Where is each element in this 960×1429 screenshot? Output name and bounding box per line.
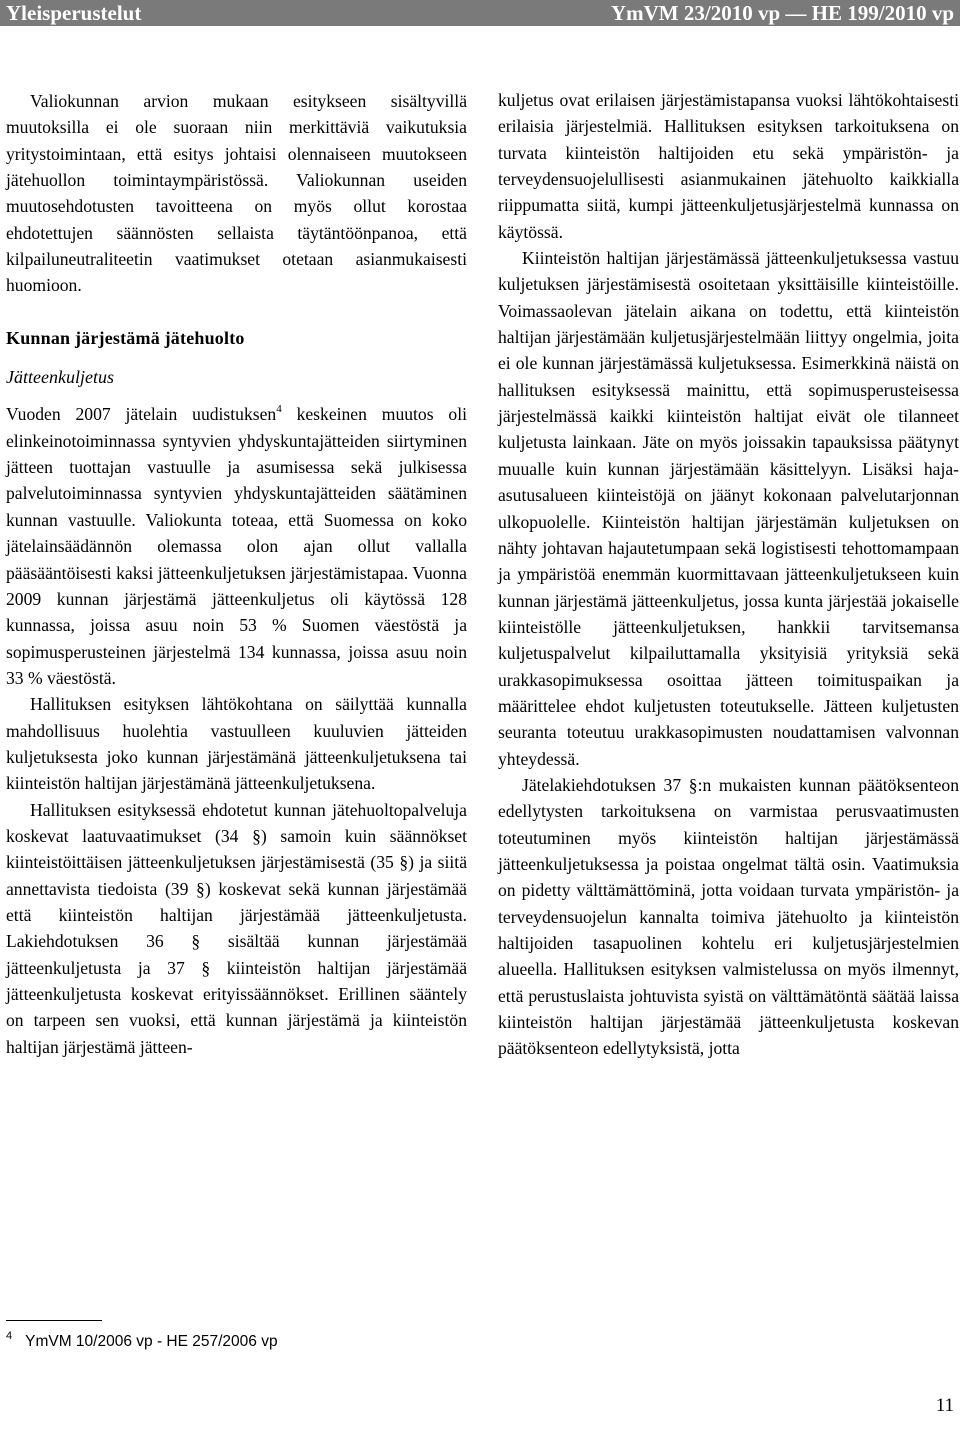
paragraph	[6, 401, 467, 691]
paragraph-start: Vuoden 2007 jätelain uudistuksen	[6, 404, 277, 425]
paragraph: Kiinteistön haltijan järjestämässä jätteenkuljetuksessa vastuu kuljetuksen järjestämisestä osoitetaan yksittäisille kiinteistöille. Voimassaolevan jätelain aikana on todettu, että kiinteistön haltijan järjestämään kuljetusjärjestelmään liittyy ongelmia, joita ei ole kunnan järjestämässä kuljetuksessa. Esimerkkinä näistä on hallituksen esityksessä mainittu, että sopimusperusteisessa järjestelmässä kaikki kiinteistön haltijat eivät ole tilanneet kuljetusta lainkaan. Jäte on myös joissakin tapauksissa päätynyt muualle kuin kunnan järjestämään käsittelyyn. Lisäksi haja-asutusalueen kiinteistöjä on jäänyt kokonaan palvelutarjonnan ulkopuolelle. Kiinteistön haltijan järjestämän kuljetuksen on nähty johtavan hajautetumpaan sekä logistisesti tehottomampaan ja ympäristöä enemmän kuormittavaan jätteenkuljetukseen kuin kunnan järjestämä jätteenkuljetus, jossa kunta järjestää jokaiselle kiinteistölle jätteenkuljetuksen, hankkii tarvitsemansa kuljetuspalvelut kilpailuttamalla yksityisiä yrityksiä sekä urakkasopimuksessa osoittaa jätteen toimituspaikan ja määrittelee ehdot kuljetusten toteutukselle. Jätteen kuljetusten seuranta toteutuu urakkasopimusten noudattamisen valvonnan yhteydessä.	[498, 248, 959, 769]
section-heading: Kunnan järjestämä jätehuolto	[6, 327, 245, 348]
paragraph: Hallituksen esityksen lähtökohtana on säilyttää kunnalla mahdollisuus huolehtia vastuulleen kuuluvien jätteiden kuljetuksesta joko kunnan järjestämänä jätteenkuljetuksena tai kiinteistön haltijan järjestämänä jätteenkuljetuksena.	[6, 694, 467, 794]
paragraph-rest: keskeinen muutos oli elinkeinotoiminnassa syntyvien yhdyskuntajätteiden siirtyminen jätteen tuottajan vastuulle ja asumisessa sekä julkisessa palvelutoiminnassa syntyvien yhdyskuntajätteiden säätäminen kunnan vastuulle. Valiokunta toteaa, että Suomessa on koko jätelainsäädännön olemassa olon ajan ollut vallalla pääsääntöisesti kaksi jätteenkuljetuksen järjestämistapaa. Vuonna 2009 kunnan järjestämä jätteenkuljetus oli käytössä 128 kunnassa, joissa asuu noin 53 % Suomen väestöstä ja sopimusperusteinen järjestelmä 134 kunnassa, joissa asuu noin 33 % väestöstä.	[6, 404, 467, 688]
right-column	[498, 87, 959, 1062]
page-header	[0, 0, 960, 26]
paragraph: Jätelakiehdotuksen 37 §:n mukaisten kunnan päätöksenteon edellytysten tarkoituksena on varmistaa perusvaatimusten toteutuminen myös kiinteistön haltijan järjestämässä jätteenkuljetuksessa ja poistaa ongelmat tältä osin. Vaatimuksia on pidetty välttämättöminä, jotta voidaan turvata ympäristön- ja terveydensuojelun kannalta toimiva jätehuolto ja kiinteistön haltijoiden tasapuolinen kohtelu eri kuljetusjärjestelmien alueella. Hallituksen esityksen valmistelussa on myös ilmennyt, että perustuslaista johtuvista syistä on välttämätöntä säätää laissa kiinteistön haltijan järjestämää jätteenkuljetusta koskevan päätöksenteon edellytyksistä, jotta	[498, 774, 959, 1059]
left-column	[6, 88, 467, 1060]
header-section-title: Yleisperustelut	[6, 1, 142, 25]
paragraph: Valiokunnan arvion mukaan esitykseen sisältyvillä muutoksilla ei ole suoraan niin merkittäviä vaikutuksia yritystoimintaan, että esitys johtaisi olennaiseen muutokseen jätehuollon toimintaympäristössä. Valiokunnan useiden muutosehdotusten tavoitteena on myös ollut korostaa ehdotettujen säännösten sellaista täytäntöönpanoa, että kilpailuneutraliteetin vaatimukset otetaan asianmukaisesti huomioon.	[6, 91, 467, 296]
paragraph: kuljetus ovat erilaisen järjestämistapansa vuoksi lähtökohtaisesti erilaisia järjestelmiä. Hallituksen esityksen tarkoituksena on turvata kiinteistön haltijoiden etu sekä ympäristön- ja terveydensuojelullisesti asianmukainen jätehuolto kaikkialla riippumatta siitä, kumpi jätteenkuljetusjärjestelmä kunnassa on käytössä.	[498, 90, 959, 242]
footnote-text: YmVM 10/2006 vp - HE 257/2006 vp	[25, 1333, 278, 1350]
subsection-heading: Jätteenkuljetus	[6, 367, 114, 388]
page-number: 11	[935, 1395, 954, 1416]
header-document-reference: YmVM 23/2010 vp — HE 199/2010 vp	[610, 1, 954, 25]
footnote-divider	[6, 1320, 102, 1321]
footnote-number: 4	[6, 1330, 13, 1342]
paragraph: Hallituksen esityksessä ehdotetut kunnan jätehuoltopalveluja koskevat laatuvaatimukset (34 §) samoin kuin säännökset kiinteistöittäisen jätteenkuljetuksen järjestämisestä (35 §) ja siitä annettavista tiedoista (39 §) koskevat sekä kunnan järjestämää että kiinteistön haltijan järjestämää jätteenkuljetusta. Lakiehdotuksen 36 § sisältää kunnan järjestämää jätteenkuljetusta ja 37 § kiinteistön haltijan järjestämää jätteenkuljetusta koskevat erityissäännökset. Erillinen sääntely on tarpeen sen vuoksi, että kunnan järjestämä ja kiinteistön haltijan järjestämä jätteen-	[6, 799, 467, 1057]
footnote-reference[interactable]: 4	[276, 402, 282, 415]
footnote	[6, 1330, 278, 1351]
